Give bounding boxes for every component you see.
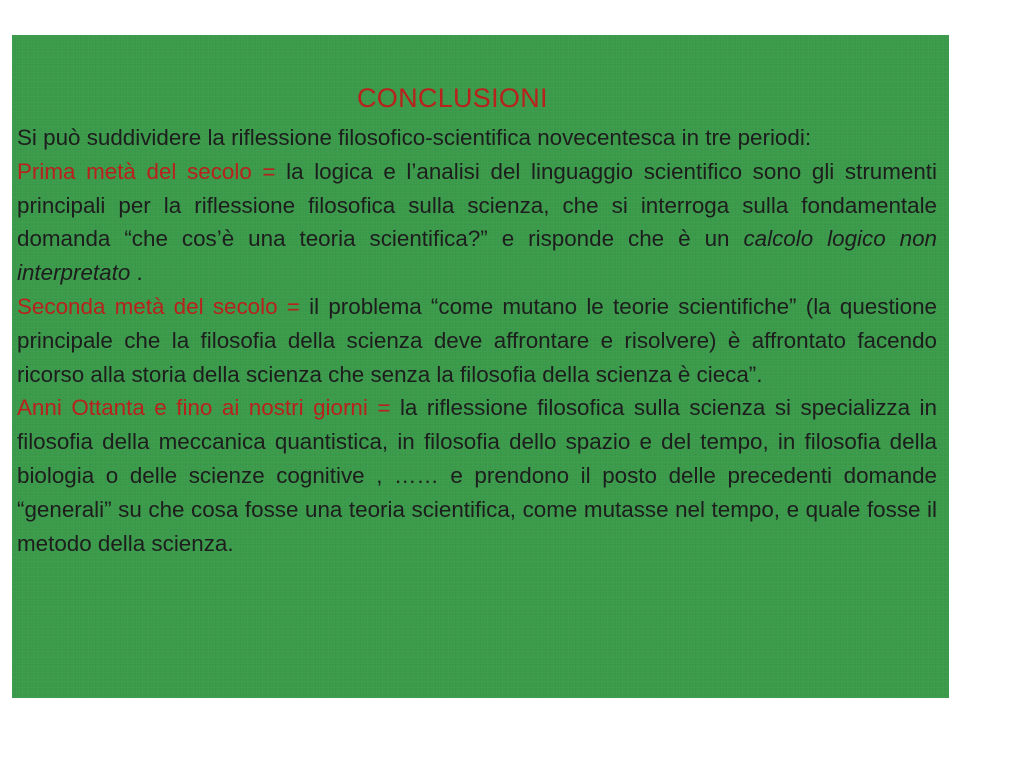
period-heading: Anni Ottanta e fino ai nostri giorni = [17,395,391,421]
period-text: la riflessione filosofica sulla scienza si specializza in filosofia della meccanica quantistica, in filosofia dello spazio e del tempo, in filosofia della biologia o delle scienze cognitive , …… e prendono il posto delle precedenti domande “generali” su che cosa fosse una teoria scientifica, come mutasse nel tempo, e quale fosse il metodo della scienza. [17,395,937,556]
period-text: il problema “come mutano le teorie scientifiche” (la questione principale che la filosofia della scienza deve affrontare e risolvere) è affrontato facendo ricorso alla storia della scienza che senza la filosofia della scienza è cieca”. [17,293,937,387]
period-second-half [17,290,937,391]
period-first-half [17,155,937,290]
period-italic-text: calcolo logico non interpretato [17,226,938,286]
period-text: la logica e l’analisi del linguaggio scientifico sono gli strumenti principali per la riflessione filosofica sulla scienza, che si interroga sulla fondamentale domanda “che cos’è una teoria scientifica?” e risponde che è un [17,158,937,252]
intro-paragraph: Si può suddividere la riflessione filosofico-scientifica novecentesca in tre periodi: [17,125,812,150]
slide-body [17,121,937,560]
period-eighties [17,391,937,560]
period-text-end: . [130,260,143,286]
period-heading: Seconda metà del secolo = [17,293,300,319]
slide [12,35,949,698]
slide-title: CONCLUSIONI [357,83,548,113]
period-heading: Prima metà del secolo = [17,158,276,184]
